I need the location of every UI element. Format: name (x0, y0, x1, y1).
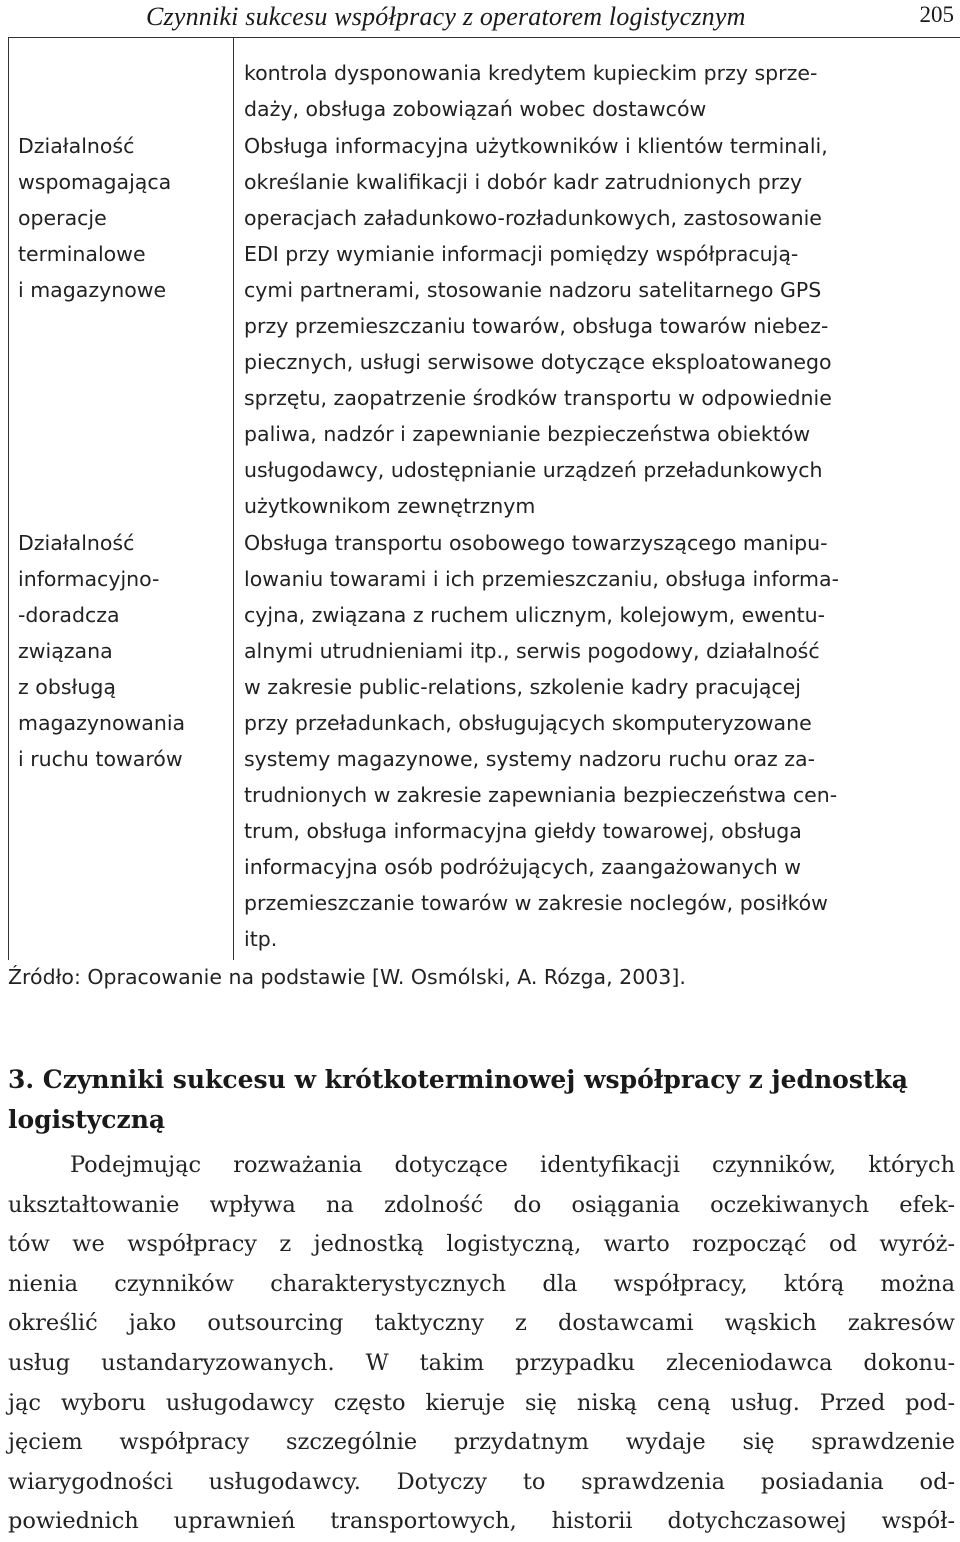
table-text-line: cyjna, związana z ruchem ulicznym, kolejowym, ewentu- (244, 603, 826, 627)
table-text-line: lowaniu towarami i ich przemieszczaniu, obsługa informa- (244, 567, 839, 591)
paragraph-line: jąc wyboru usługodawcy często kieruje się niską ceną usług. Przed pod- (8, 1389, 956, 1416)
table-text-line: trum, obsługa informacyjna giełdy towarowej, obsługa (244, 819, 802, 843)
row-label-line: informacyjno- (18, 567, 160, 591)
table-text-line: użytkownikom zewnętrznym (244, 494, 536, 518)
page-number: 205 (919, 2, 954, 27)
table-text-line: piecznych, usługi serwisowe dotyczące eksploatowanego (244, 350, 832, 374)
table-text-line: operacjach załadunkowo-rozładunkowych, zastosowanie (244, 206, 822, 230)
running-title: Czynniki sukcesu współpracy z operatorem logistycznym (146, 2, 746, 31)
row-label-line: operacje (18, 206, 107, 230)
paragraph-line: tów we współpracy z jednostką logistyczną, warto rozpocząć od wyróż- (8, 1231, 956, 1258)
table-text-line: usługodawcy, udostępnianie urządzeń przeładunkowych (244, 458, 823, 482)
paragraph-line: ukształtowanie wpływa na zdolność do osiągania oczekiwanych efek- (8, 1191, 956, 1218)
section-body-paragraph (8, 1146, 956, 1542)
table-text-line: paliwa, nadzór i zapewnianie bezpieczeństwa obiektów (244, 422, 811, 446)
table-text-line: trudnionych w zakresie zapewniania bezpieczeństwa cen- (244, 783, 838, 807)
paragraph-line: powiednich uprawnień transportowych, historii dotychczasowej współ- (8, 1508, 956, 1535)
row-label-line: -doradcza (18, 603, 120, 627)
table-source-note: Źródło: Opracowanie na podstawie [W. Osmólski, A. Rózga, 2003]. (8, 965, 686, 989)
table-column-divider (233, 38, 234, 960)
table-text-line: kontrola dysponowania kredytem kupieckim przy sprze- (244, 61, 818, 85)
table-left-border (8, 38, 9, 960)
table-row-continuation-text (244, 55, 817, 127)
row-label-line: wspomagająca (18, 170, 172, 194)
table-text-line: informacyjna osób podróżujących, zaangażowanych w (244, 855, 802, 879)
table-text-line: określanie kwalifikacji i dobór kadr zatrudnionych przy (244, 170, 803, 194)
table-text-line: EDI przy wymianie informacji pomiędzy współpracują- (244, 242, 799, 266)
row-label-line: Działalność (18, 134, 135, 158)
table-text-line: przy przeładunkach, obsługujących skomputeryzowane (244, 711, 812, 735)
section-heading-line: 3. Czynniki sukcesu w krótkoterminowej współpracy z jednostką (8, 1065, 908, 1094)
table-text-line: Obsługa transportu osobowego towarzyszącego manipu- (244, 531, 828, 555)
row-label-line: i ruchu towarów (18, 747, 183, 771)
table-text-line: alnymi utrudnieniami itp., serwis pogodowy, działalność (244, 639, 820, 663)
section-heading-line: logistyczną (8, 1105, 166, 1134)
table-row-label-information (18, 525, 185, 777)
activities-table (8, 38, 960, 960)
paragraph-line: Podejmując rozważania dotyczące identyfikacji czynników, których (69, 1152, 956, 1178)
table-text-line: daży, obsługa zobowiązań wobec dostawców (244, 97, 707, 121)
paragraph-line: nienia czynników charakterystycznych dla współpracy, którą można (8, 1270, 956, 1297)
table-text-line: cymi partnerami, stosowanie nadzoru satelitarnego GPS (244, 278, 822, 302)
paragraph-line: usług ustandaryzowanych. W takim przypadku zleceniodawca dokonu- (8, 1349, 956, 1376)
table-row-text-information (244, 525, 839, 957)
row-label-line: magazynowania (18, 711, 186, 735)
paragraph-line: określić jako outsourcing taktyczny z dostawcami wąskich zakresów (8, 1310, 956, 1337)
row-label-line: związana (18, 639, 113, 663)
table-text-line: itp. (244, 927, 278, 951)
table-text-line: systemy magazynowe, systemy nadzoru ruchu oraz za- (244, 747, 815, 771)
paragraph-line: jęciem współpracy szczególnie przydatnym wydaje się sprawdzenie (8, 1429, 956, 1456)
table-text-line: przemieszczanie towarów w zakresie noclegów, posiłków (244, 891, 828, 915)
row-label-line: z obsługą (18, 675, 116, 699)
row-label-line: i magazynowe (18, 278, 167, 302)
table-text-line: Obsługa informacyjna użytkowników i klientów terminali, (244, 134, 828, 158)
paragraph-line: wiarygodności usługodawcy. Dotyczy to sprawdzenia posiadania od- (8, 1468, 956, 1495)
page-header (0, 0, 960, 40)
table-text-line: przy przemieszczaniu towarów, obsługa towarów niebez- (244, 314, 829, 338)
section-heading (8, 1060, 908, 1140)
table-text-line: w zakresie public-relations, szkolenie kadry pracującej (244, 675, 801, 699)
row-label-line: Działalność (18, 531, 135, 555)
row-label-line: terminalowe (18, 242, 146, 266)
table-text-line: sprzętu, zaopatrzenie środków transportu w odpowiednie (244, 386, 832, 410)
table-row-text-terminal (244, 128, 832, 524)
table-row-label-terminal (18, 128, 171, 308)
